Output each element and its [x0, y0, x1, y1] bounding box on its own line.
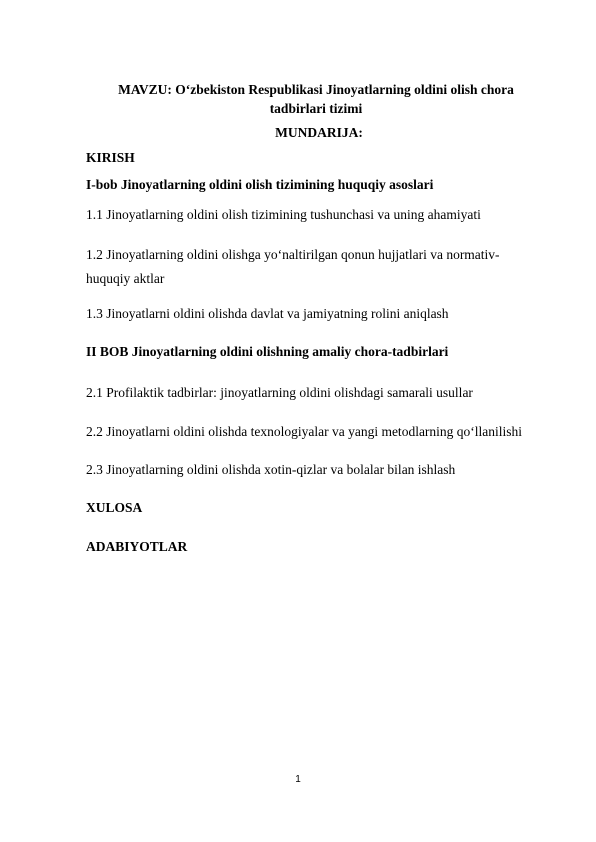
- toc-entry-chapter-1: I-bob Jinoyatlarning oldini olish tizimining huquqiy asoslari: [86, 177, 434, 192]
- toc-heading: MUNDARIJA:: [275, 125, 363, 140]
- toc-entry-kirish: KIRISH: [86, 150, 135, 165]
- page-number: 1: [295, 774, 301, 785]
- toc-entry-2-1: 2.1 Profilaktik tadbirlar: jinoyatlarning oldini olishdagi samarali usullar: [86, 385, 473, 400]
- toc-entry-xulosa: XULOSA: [86, 500, 143, 515]
- toc-entry-1-3: 1.3 Jinoyatlarni oldini olishda davlat va jamiyatning rolini aniqlash: [86, 306, 449, 321]
- toc-entry-2-3: 2.3 Jinoyatlarning oldini olishda xotin-qizlar va bolalar bilan ishlash: [86, 462, 456, 477]
- toc-entry-chapter-2: II BOB Jinoyatlarning oldini olishning amaliy chora-tadbirlari: [86, 344, 449, 359]
- toc-entry-1-2: 1.2 Jinoyatlarning oldini olishga yo‘naltirilgan qonun hujjatlari va normativ-huquqiy aktlar: [86, 247, 500, 286]
- toc-entry-adabiyotlar: ADABIYOTLAR: [86, 539, 188, 554]
- document-title: MAVZU: O‘zbekiston Respublikasi Jinoyatlarning oldini olish chora tadbirlari tizimi: [118, 82, 514, 116]
- toc-entry-1-1: 1.1 Jinoyatlarning oldini olish tizimining tushunchasi va uning ahamiyati: [86, 207, 481, 222]
- toc-entry-2-2: 2.2 Jinoyatlarni oldini olishda texnologiyalar va yangi metodlarning qo‘llanilishi: [86, 424, 523, 439]
